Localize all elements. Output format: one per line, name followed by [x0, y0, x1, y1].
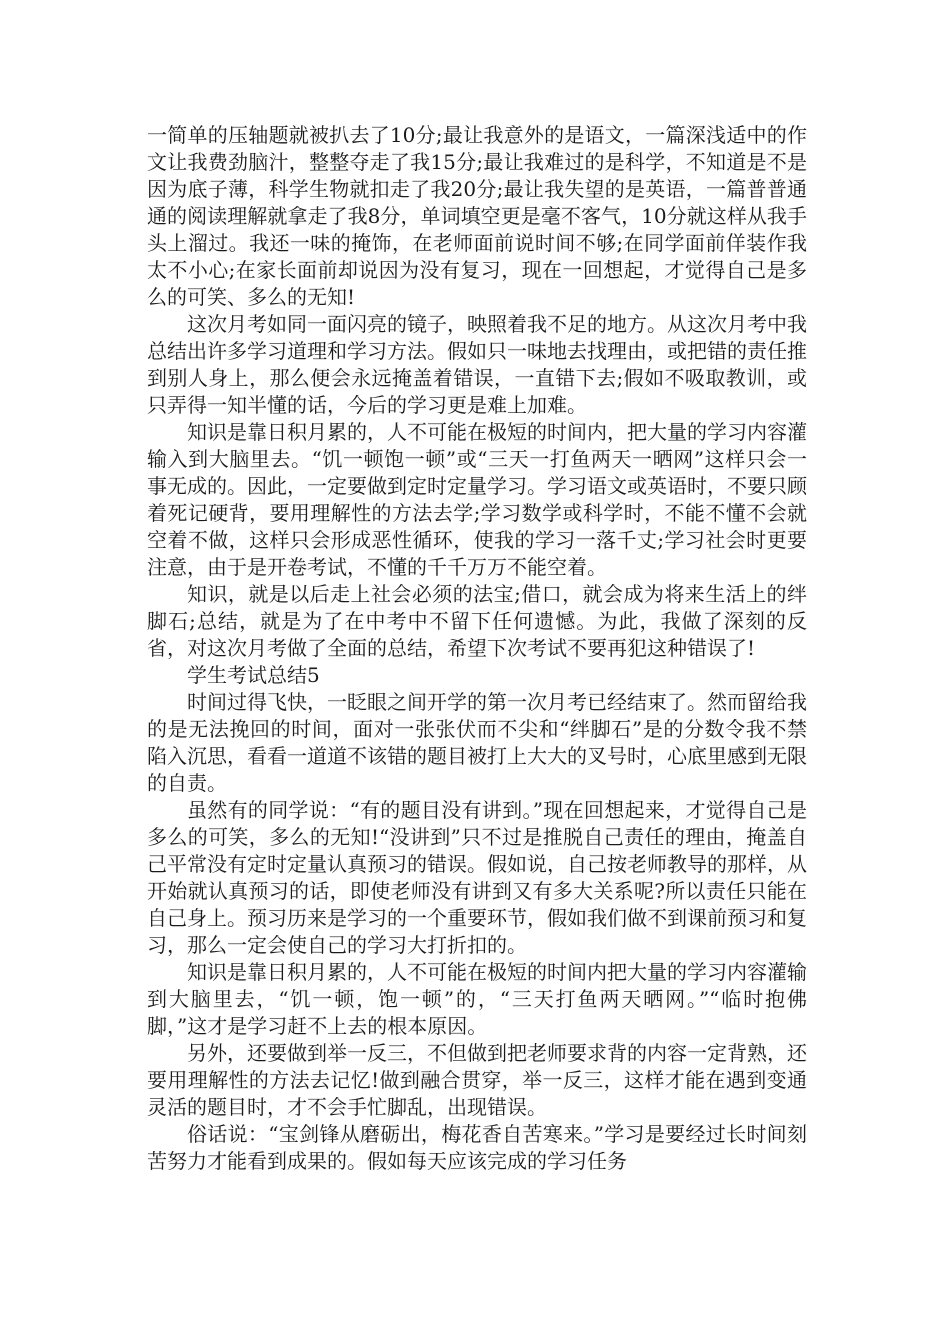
- paragraph: 知识是靠日积月累的，人不可能在极短的时间内把大量的学习内容灌输到大脑里去，“饥一顿，饱一顿”的，“三天打鱼两天晒网。”“临时抱佛脚，”这才是学习赶不上去的根本原因。: [147, 960, 807, 1038]
- paragraph: 知识是靠日积月累的，人不可能在极短的时间内，把大量的学习内容灌输入到大脑里去。“饥一顿饱一顿”或“三天一打鱼两天一晒网”这样只会一事无成的。因此，一定要做到定时定量学习。学习语文或英语时，不要只顾着死记硬背，要用理解性的方法去学;学习数学或科学时，不能不懂不会就空着不做，这样只会形成恶性循环，使我的学习一落千丈;学习社会时更要注意，由于是开卷考试，不懂的千千万万不能空着。: [147, 420, 807, 579]
- paragraph-continued: 一简单的压轴题就被扒去了10分;最让我意外的是语文，一篇深浅适中的作文让我费劲脑汁，整整夺走了我15分;最让我难过的是科学，不知道是不是因为底子薄，科学生物就扣走了我20分;最让我失望的是英语，一篇普普通通的阅读理解就拿走了我8分，单词填空更是毫不客气，10分就这样从我手头上溜过。我还一味的掩饰，在老师面前说时间不够;在同学面前佯装作我太不小心;在家长面前却说因为没有复习，现在一回想起，才觉得自己是多么的可笑、多么的无知!: [147, 123, 807, 309]
- section-title: 学生考试总结5: [187, 663, 320, 687]
- document-body: [147, 122, 807, 1175]
- paragraph: 虽然有的同学说：“有的题目没有讲到。”现在回想起来，才觉得自己是多么的可笑，多么的无知!“没讲到”只不过是推脱自己责任的理由，掩盖自己平常没有定时定量认真预习的错误。假如说，自己按老师教导的那样，从开始就认真预习的话，即使老师没有讲到又有多大关系呢?所以责任只能在自己身上。预习历来是学习的一个重要环节，假如我们做不到课前预习和复习，那么一定会使自己的学习大打折扣的。: [147, 798, 807, 957]
- paragraph: 俗话说：“宝剑锋从磨砺出，梅花香自苦寒来。”学习是要经过长时间刻苦努力才能看到成果的。假如每天应该完成的学习任务: [147, 1122, 807, 1173]
- paragraph: 知识，就是以后走上社会必须的法宝;借口，就会成为将来生活上的绊脚石;总结，就是为了在中考中不留下任何遗憾。为此，我做了深刻的反省，对这次月考做了全面的总结，希望下次考试不要再犯这种错误了!: [147, 582, 807, 660]
- paragraph: 另外，还要做到举一反三，不但做到把老师要求背的内容一定背熟，还要用理解性的方法去记忆!做到融合贯穿，举一反三，这样才能在遇到变通灵活的题目时，才不会手忙脚乱，出现错误。: [147, 1041, 807, 1119]
- paragraph: 这次月考如同一面闪亮的镜子，映照着我不足的地方。从这次月考中我总结出许多学习道理和学习方法。假如只一味地去找理由，或把错的责任推到别人身上，那么便会永远掩盖着错误，一直错下去;假如不吸取教训，或只弄得一知半懂的话，今后的学习更是难上加难。: [147, 312, 807, 417]
- paragraph: 时间过得飞快，一眨眼之间开学的第一次月考已经结束了。然而留给我的是无法挽回的时间，面对一张张伏而不尖和“绊脚石”是的分数令我不禁陷入沉思，看看一道道不该错的题目被打上大大的叉号时，心底里感到无限的自责。: [147, 690, 807, 795]
